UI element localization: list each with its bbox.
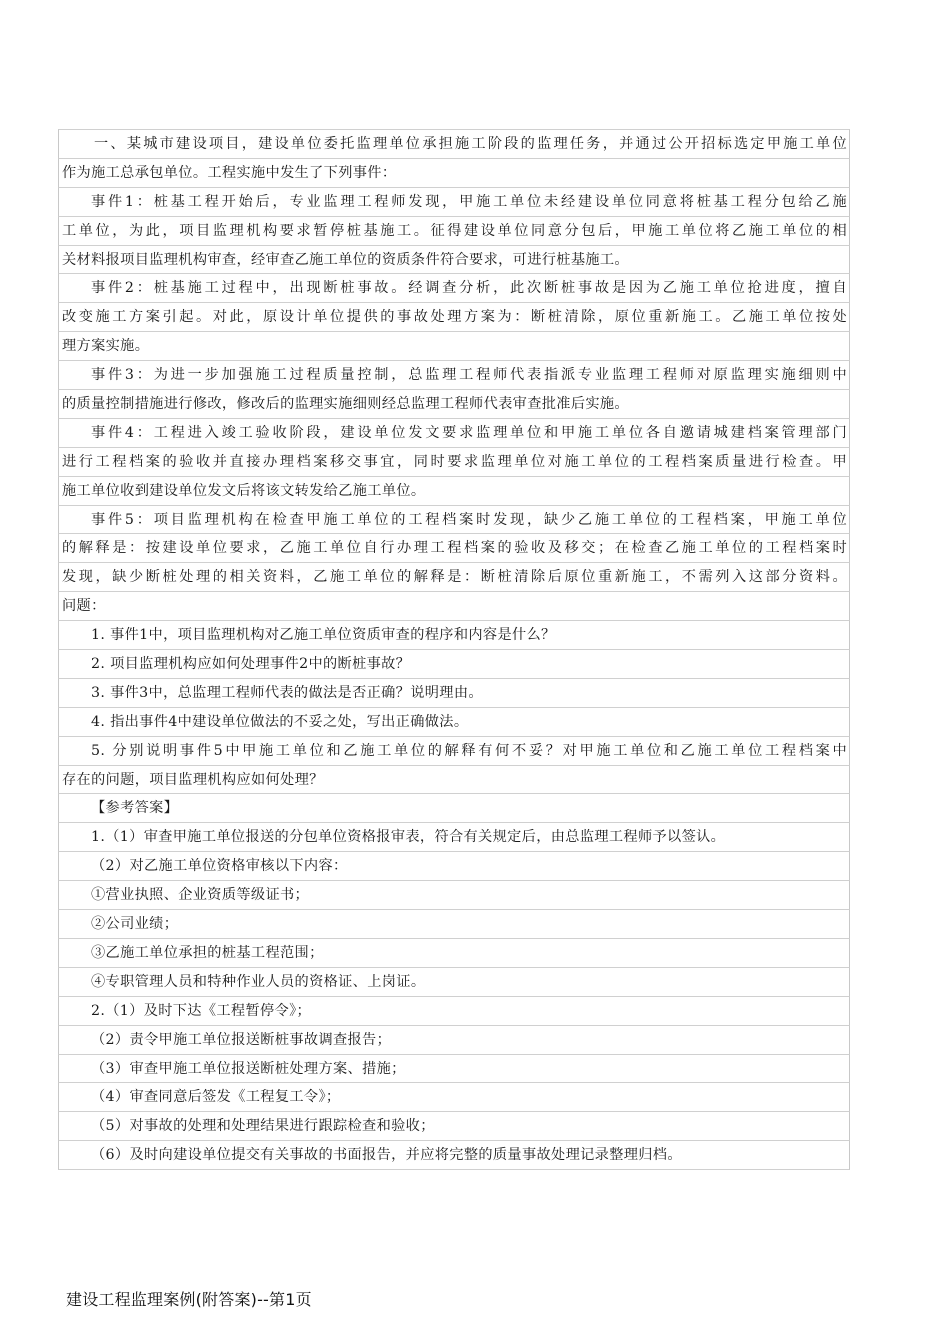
section-heading: 问题： [58,591,850,621]
question-item: 4. 指出事件4中建设单位做法的不妥之处，写出正确做法。 [58,707,850,737]
text-line: 事件3：为进一步加强施工过程质量控制，总监理工程师代表指派专业监理工程师对原监理实施细则中 [58,360,850,390]
text-line: 施工单位收到建设单位发文后将该文转发给乙施工单位。 [58,476,850,506]
question-item: 3. 事件3中，总监理工程师代表的做法是否正确？说明理由。 [58,678,850,708]
page-footer: 建设工程监理案例(附答案)--第1页 [66,1290,312,1309]
text-line: 的质量控制措施进行修改，修改后的监理实施细则经总监理工程师代表审查批准后实施。 [58,389,850,419]
answer-item: ③乙施工单位承担的桩基工程范围； [58,938,850,968]
question-item: 存在的问题，项目监理机构应如何处理？ [58,765,850,795]
question-item: 2. 项目监理机构应如何处理事件2中的断桩事故？ [58,649,850,679]
text-line: 关材料报项目监理机构审查，经审查乙施工单位的资质条件符合要求，可进行桩基施工。 [58,245,850,275]
answer-item: （5）对事故的处理和处理结果进行跟踪检查和验收； [58,1111,850,1141]
answer-item: 1.（1）审查甲施工单位报送的分包单位资格报审表，符合有关规定后，由总监理工程师予以签认。 [58,822,850,852]
text-line: 理方案实施。 [58,331,850,361]
text-line: 事件4：工程进入竣工验收阶段，建设单位发文要求监理单位和甲施工单位各自邀请城建档案管理部门 [58,418,850,448]
document-body [58,129,850,1169]
text-line: 发现，缺少断桩处理的相关资料，乙施工单位的解释是：断桩清除后原位重新施工，不需列入这部分资料。 [58,562,850,592]
answer-item: ②公司业绩； [58,909,850,939]
question-item: 5. 分别说明事件5中甲施工单位和乙施工单位的解释有何不妥？对甲施工单位和乙施工单位工程档案中 [58,736,850,766]
answer-item: ④专职管理人员和特种作业人员的资格证、上岗证。 [58,967,850,997]
text-line: 作为施工总承包单位。工程实施中发生了下列事件： [58,158,850,188]
answer-heading: 【参考答案】 [58,793,850,823]
text-line: 工单位，为此，项目监理机构要求暂停桩基施工。征得建设单位同意分包后，甲施工单位将乙施工单位的相 [58,216,850,246]
answer-item: （2）责令甲施工单位报送断桩事故调查报告； [58,1025,850,1055]
question-item: 1. 事件1中，项目监理机构对乙施工单位资质审查的程序和内容是什么？ [58,620,850,650]
text-line: 的解释是：按建设单位要求，乙施工单位自行办理工程档案的验收及移交；在检查乙施工单位的工程档案时 [58,533,850,563]
answer-item: （2）对乙施工单位资格审核以下内容： [58,851,850,881]
answer-item: （3）审查甲施工单位报送断桩处理方案、措施； [58,1054,850,1084]
answer-item: （4）审查同意后签发《工程复工令》； [58,1082,850,1112]
answer-item: ①营业执照、企业资质等级证书； [58,880,850,910]
text-line: 事件1：桩基工程开始后，专业监理工程师发现，甲施工单位未经建设单位同意将桩基工程分包给乙施 [58,187,850,217]
text-line: 事件2：桩基施工过程中，出现断桩事故。经调查分析，此次断桩事故是因为乙施工单位抢进度，擅自 [58,273,850,303]
text-line: 进行工程档案的验收并直接办理档案移交事宜，同时要求监理单位对施工单位的工程档案质量进行检查。甲 [58,447,850,477]
text-line: 改变施工方案引起。对此，原设计单位提供的事故处理方案为：断桩清除，原位重新施工。乙施工单位按处 [58,302,850,332]
answer-item: （6）及时向建设单位提交有关事故的书面报告，并应将完整的质量事故处理记录整理归档。 [58,1140,850,1170]
text-line: 事件5：项目监理机构在检查甲施工单位的工程档案时发现，缺少乙施工单位的工程档案，甲施工单位 [58,505,850,535]
text-line: 一、某城市建设项目，建设单位委托监理单位承担施工阶段的监理任务，并通过公开招标选定甲施工单位 [58,129,850,159]
answer-item: 2.（1）及时下达《工程暂停令》； [58,996,850,1026]
